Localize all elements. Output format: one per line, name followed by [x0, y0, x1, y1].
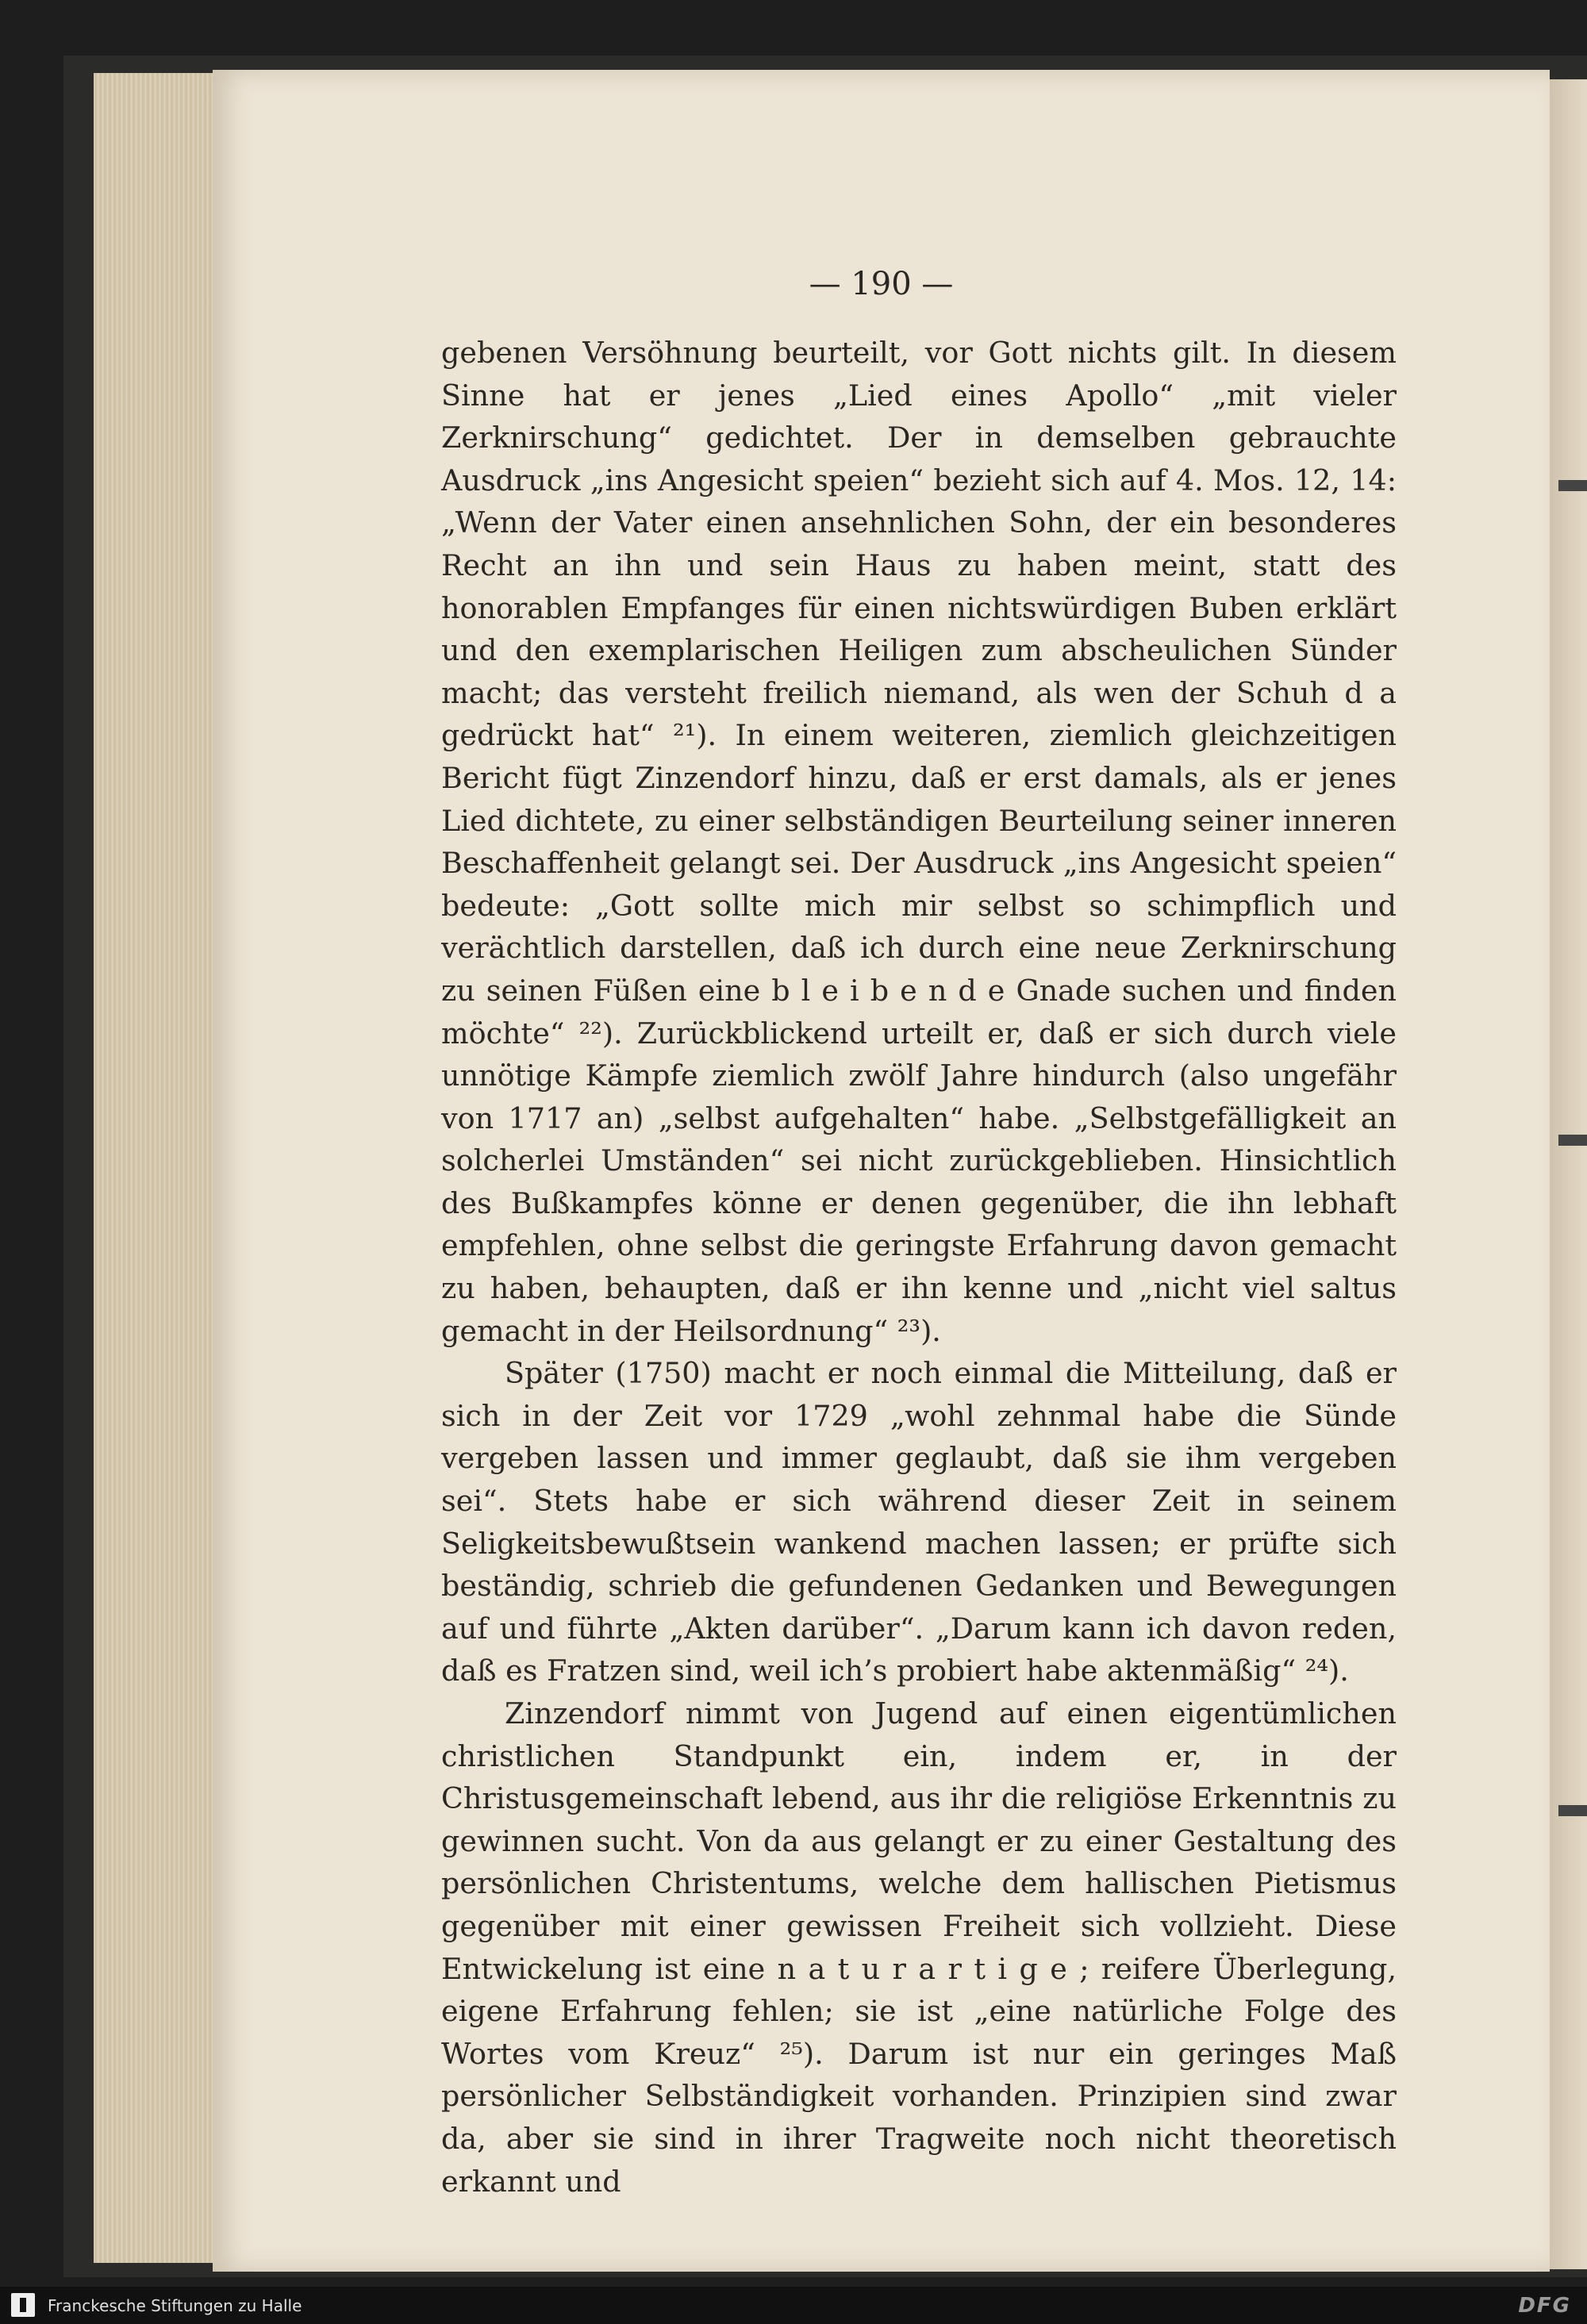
- institution-logo-icon: [11, 2293, 35, 2317]
- paragraph: Später (1750) macht er noch einmal die Mitteilung, daß er sich in der Zeit vor 1729 „wohl zehnmal habe die Sünde vergeben lassen und immer geglaubt, daß sie ihm vergeben sei“. Stets habe er sich während dieser Zeit in seinem Seligkeitsbewußtsein wankend machen lassen; er prüfte sich beständig, schrieb die gefundenen Gedanken und Bewegungen auf und führte „Akten darüber“. „Darum kann ich davon reden, daß es Fratzen sind, weil ich’s probiert habe aktenmäßig“ ²⁴).: [441, 1356, 1397, 1688]
- bookmark-tab: [1558, 1135, 1587, 1146]
- page-number: — 190 —: [809, 266, 954, 302]
- paragraph: gebenen Versöhnung beurteilt, vor Gott nichts gilt. In diesem Sinne hat er jenes „Lied eines Apollo“ „mit vieler Zerknirschung“ gedichtet. Der in demselben gebrauchte Ausdruck „ins Angesicht speien“ bezieht sich auf 4. Mos. 12, 14: „Wenn der Vater einen ansehnlichen Sohn, der ein besonderes Recht an ihn und sein Haus zu haben meint, statt des honorablen Empfanges für einen nichtswürdigen Buben erklärt und den exemplarischen Heiligen zum abscheulichen Sünder macht; das versteht freilich niemand, als wen der Schuh d a gedrückt hat“ ²¹). In einem weiteren, ziemlich gleichzeitigen Bericht fügt Zinzendorf hinzu, daß er erst damals, als er jenes Lied dichtete, zu einer selbständigen Beurteilung seiner inneren Beschaffenheit gelangt sei. Der Ausdruck „ins Angesicht speien“ bedeute: „Gott sollte mich mir selbst so schimpflich und verächtlich darstellen, daß ich durch eine neue Zerknirschung zu seinen Füßen eine b l e i b e n d e Gnade suchen und finden möchte“ ²²). Zurückblickend urteilt er, daß er sich durch viele unnötige Kämpfe ziemlich zwölf Jahre hindurch (also ungefähr von 1717 an) „selbst aufgehalten“ habe. „Selbstgefälligkeit an solcherlei Umständen“ sei nicht zurückgeblieben. Hinsichtlich des Bußkampfes könne er denen gegenüber, die ihn lebhaft empfehlen, ohne selbst die geringste Erfahrung davon gemacht zu haben, behaupten, daß er ihn kenne und „nicht viel saltus gemacht in der Heilsordnung“ ²³).: [441, 336, 1397, 1348]
- next-page-edge: [1550, 79, 1587, 2269]
- paragraph: Zinzendorf nimmt von Jugend auf einen eigentümlichen christlichen Standpunkt ein, indem er, in der Christusgemeinschaft lebend, aus ihr die religiöse Erkenntnis zu gewinnen sucht. Von da aus gelangt er zu einer Gestaltung des persönlichen Christentums, welche dem hallischen Pietismus gegenüber mit einer gewissen Freiheit sich vollzieht. Diese Entwickelung ist eine n a t u r a r t i g e ; reifere Überlegung, eigene Erfahrung fehlen; sie ist „eine natürliche Folge des Wortes vom Kreuz“ ²⁵). Darum ist nur ein geringes Maß persönlicher Selbständigkeit vorhanden. Prinzipien sind zwar da, aber sie sind in ihrer Tragweite noch nicht theoretisch erkannt und: [441, 1696, 1397, 2199]
- page-edges: [94, 73, 221, 2263]
- institution-name: Franckesche Stiftungen zu Halle: [48, 2296, 302, 2315]
- viewer-footer: [0, 2287, 1587, 2324]
- dfg-logo: DFG: [1518, 2294, 1571, 2318]
- body-text: [441, 332, 1397, 2203]
- bookmark-tab: [1558, 480, 1587, 491]
- bookmark-tab: [1558, 1805, 1587, 1816]
